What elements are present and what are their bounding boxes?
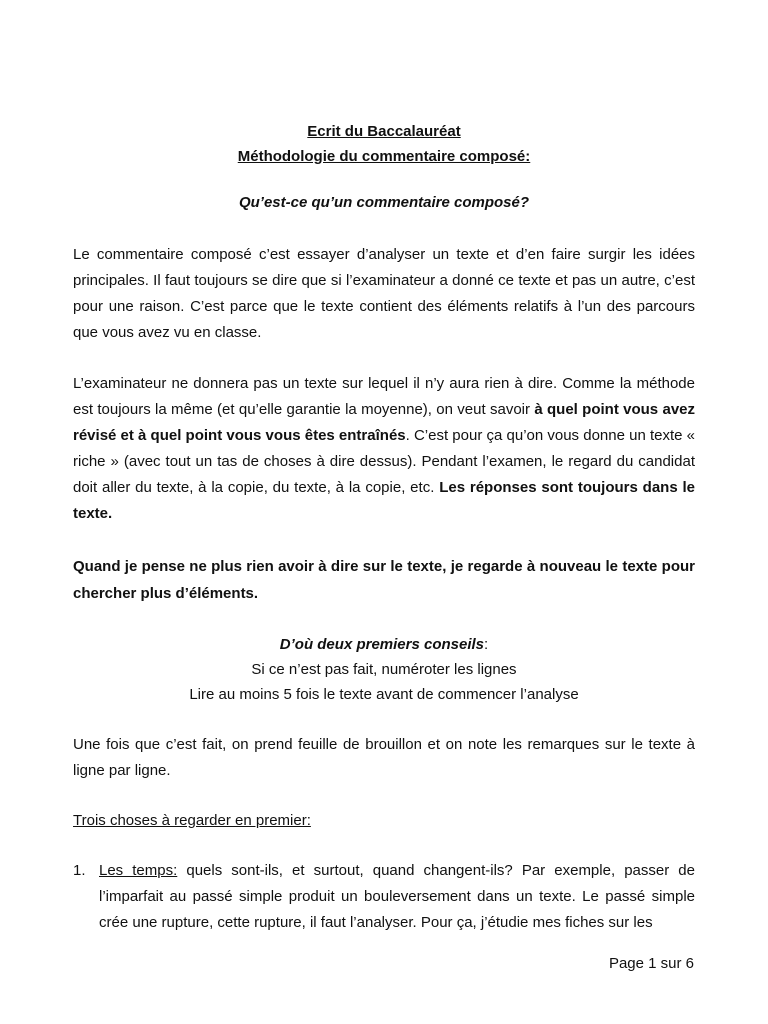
trois-choses-heading: Trois choses à regarder en premier: <box>73 812 311 829</box>
paragraph-examinateur <box>73 371 695 527</box>
list-item <box>73 858 695 936</box>
page-number: Page 1 sur 6 <box>608 955 694 972</box>
section-question: Qu’est-ce qu’un commentaire composé? <box>238 194 530 211</box>
conseils-title: D’où deux premiers conseils <box>279 636 485 653</box>
conseils-heading <box>73 632 695 657</box>
conseil-item-1: Si ce n’est pas fait, numéroter les lignes <box>251 661 517 678</box>
list-item-text: quels sont-ils, et surtout, quand changent-ils? Par exemple, passer de l’imparfait au passé simple produit un bouleversement dans un texte. Le passé simple crée une rupture, cette rupture, il faut l’analyser. Pour ça, j’étudie mes fiches sur les <box>99 862 695 931</box>
conseil-item-2: Lire au moins 5 fois le texte avant de commencer l’analyse <box>189 686 579 703</box>
paragraph-brouillon: Une fois que c’est fait, on prend feuille de brouillon et on note les remarques sur le texte à ligne par ligne. <box>73 736 695 779</box>
conseils-colon: : <box>484 636 489 653</box>
paragraph-examinateur-emphasis: à quel point vous avez révisé et à quel point vous vous êtes entraînés <box>73 401 695 444</box>
document-subtitle: Méthodologie du commentaire composé: <box>237 148 531 165</box>
list-item-number: 1. <box>73 862 86 879</box>
paragraph-examinateur-conclusion: Les réponses sont toujours dans le texte. <box>73 479 695 522</box>
title-block <box>73 119 695 169</box>
page-content <box>73 119 695 936</box>
paragraph-definition: Le commentaire composé c’est essayer d’analyser un texte et d’en faire surgir les idées principales. Il faut toujours se dire que si l’examinateur a donné ce texte et pas un autre, c’est pour une raison. C’est parce que le texte contient des éléments relatifs à l’un des parcours que vous avez vu en classe. <box>73 246 695 341</box>
document-title: Ecrit du Baccalauréat <box>307 123 461 140</box>
numbered-list <box>73 858 695 936</box>
list-item-label: Les temps: <box>99 862 178 879</box>
conseils-block <box>73 632 695 707</box>
paragraph-advice-bold: Quand je pense ne plus rien avoir à dire sur le texte, je regarde à nouveau le texte pour chercher plus d’éléments. <box>73 558 695 602</box>
paragraph-examinateur-text-a: L’examinateur ne donnera pas un texte sur lequel il n’y aura rien à dire. Comme la méthode est toujours la même (et qu’elle garantie la moyenne), on veut savoir <box>73 375 695 418</box>
paragraph-examinateur-text-c: . C’est pour ça qu’on vous donne un texte « riche » (avec tout un tas de choses à dire dessus). Pendant l’examen, le regard du candidat doit aller du texte, à la copie, du texte, à la copie, etc. <box>73 427 695 496</box>
